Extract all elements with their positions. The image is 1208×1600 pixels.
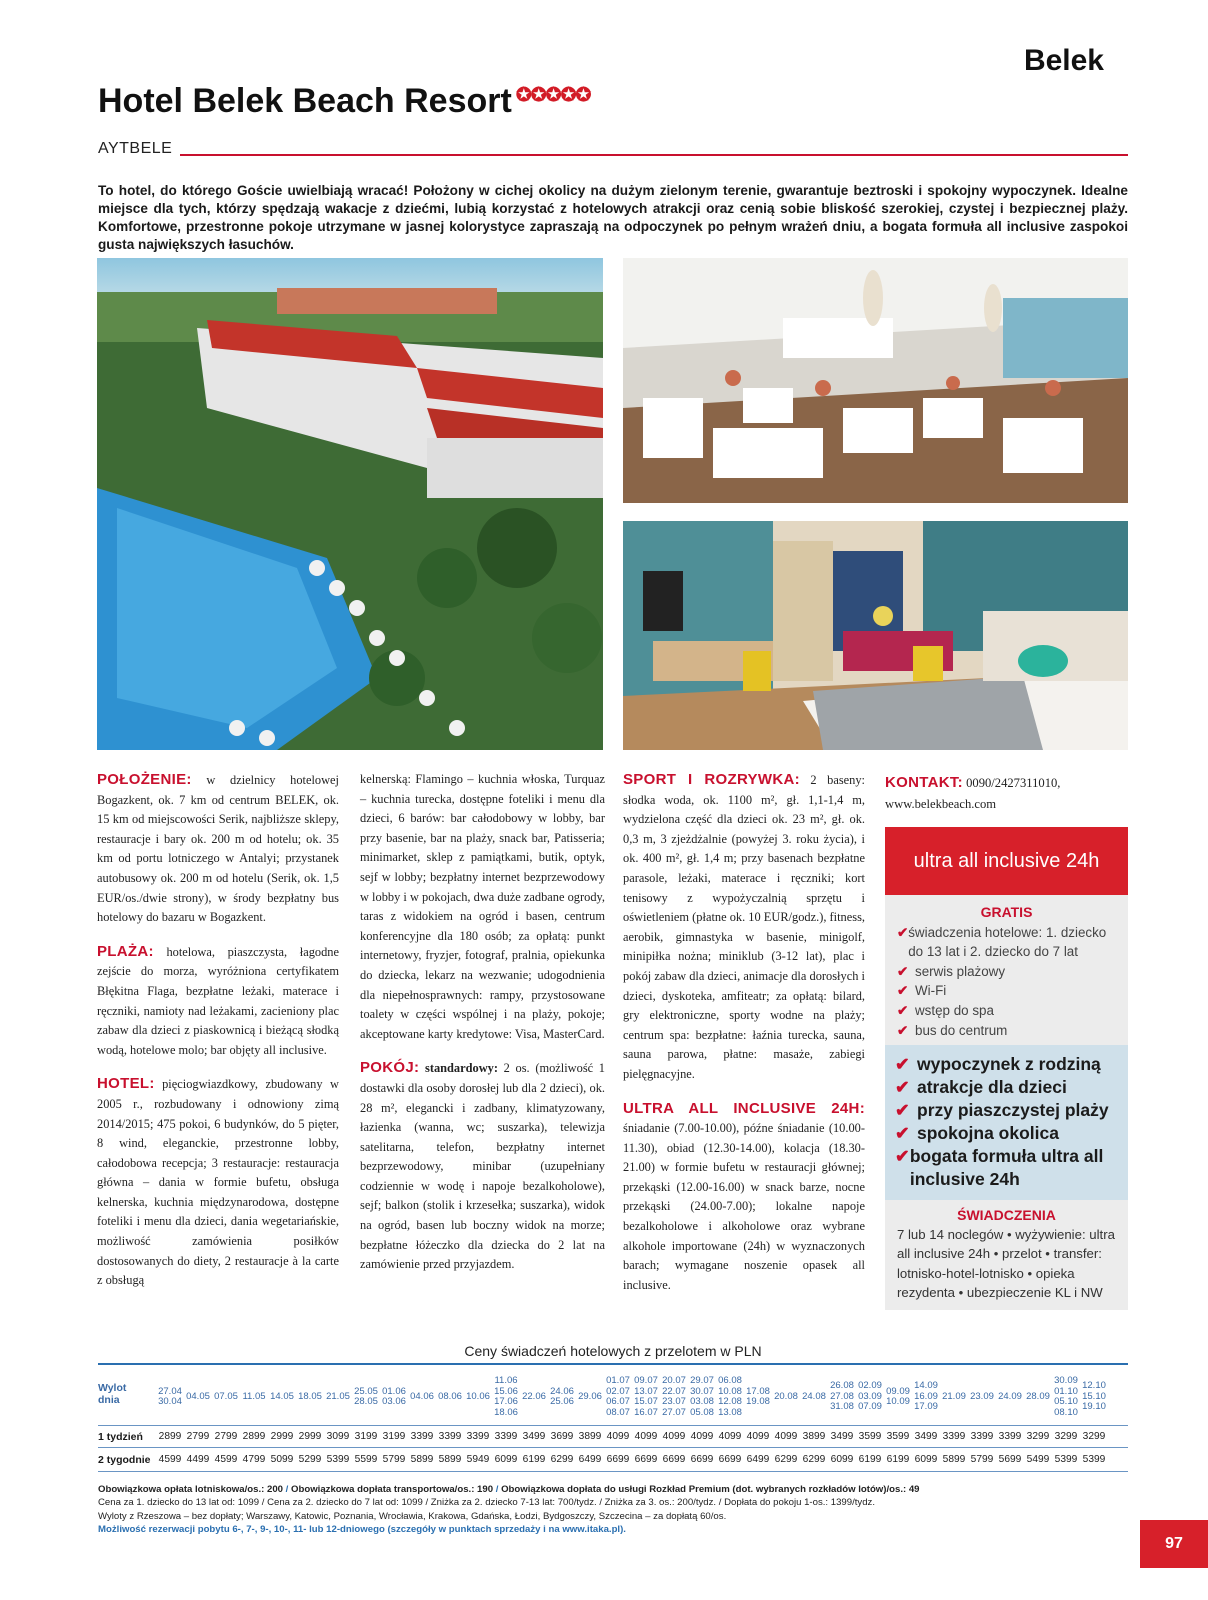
table-cell-price: 3199 xyxy=(354,1431,378,1442)
table-cell-price: 3199 xyxy=(382,1431,406,1442)
table-cell-price: 3599 xyxy=(858,1431,882,1442)
table-cell-date: 12.10 15.10 19.10 xyxy=(1082,1380,1106,1413)
hotel-section-continued xyxy=(360,770,605,1044)
check-icon: ✔ xyxy=(897,983,909,999)
table-cell-date: 09.09 10.09 xyxy=(886,1385,910,1407)
table-cell-price: 5399 xyxy=(326,1454,350,1465)
table-cell-price: 6199 xyxy=(886,1454,910,1465)
note-line-1: Obowiązkowa opłata lotniskowa/os.: 200 / Obowiązkowa dopłata transportowa/os.: 190 / Obowiązkowa dopłata do usługi Rozkład Premium (dot. wybranych rozkładów lotów)/os.: 49 xyxy=(98,1484,920,1495)
services-text: 7 lub 14 noclegów • wyżywienie: ultra all inclusive 24h • przelot • transfer: lotnisko-hotel-lotnisko • opieka rezydenta • ubezpieczenie KL i NW xyxy=(897,1227,1115,1300)
table-cell-date: 23.09 xyxy=(970,1390,994,1402)
gratis-item: ✔ wstęp do spa xyxy=(897,1001,1116,1021)
table-cell-price: 3399 xyxy=(970,1431,994,1442)
table-cell-date: 14.09 16.09 17.09 xyxy=(914,1380,938,1413)
table-cell-date: 24.09 xyxy=(998,1390,1022,1402)
rooms-section xyxy=(360,1058,605,1275)
table-cell-price: 2799 xyxy=(214,1431,238,1442)
gratis-heading: GRATIS xyxy=(980,904,1033,920)
table-cell-price: 5099 xyxy=(270,1454,294,1465)
table-cell-price: 5499 xyxy=(1026,1454,1050,1465)
table-cell-date: 26.08 27.08 31.08 xyxy=(830,1380,854,1413)
column-2 xyxy=(360,770,605,1289)
check-icon: ✔ xyxy=(895,1146,910,1166)
hotel-code: AYTBELE xyxy=(98,140,173,157)
table-cell-date: 07.05 xyxy=(214,1390,238,1402)
hotel-aerial-photo xyxy=(97,258,603,750)
table-cell-date: 27.04 30.04 xyxy=(158,1385,182,1407)
rooms-text: 2 os. (możliwość 1 dostawki dla osoby dorosłej lub dla 2 dzieci), ok. 28 m², elegancki i zadbany, klimatyzowany, łazienka (wanna, wc; suszarka), telewizja satelitarna, telefon, bezpłatny internet bezprzewodowy, minibar (uzupełniany codziennie w wodę i napoje bezalkoholowe), sejf; balkon (stolik i krzesełka; suszarka), widok na ogród, basen lub boczny widok na morze; bezpłatne łóżeczko dla dziecka do 2 lat na zamówienie przed przyjazdem. xyxy=(360,1061,606,1272)
table-cell-price: 3399 xyxy=(438,1431,462,1442)
table-cell-date: 29.07 30.07 03.08 05.08 xyxy=(690,1375,714,1418)
check-icon: ✔ xyxy=(897,924,909,940)
table-cell-price: 4099 xyxy=(774,1431,798,1442)
table-cell-price: 5899 xyxy=(438,1454,462,1465)
table-cell-price: 6199 xyxy=(858,1454,882,1465)
table-cell-price: 2999 xyxy=(270,1431,294,1442)
dates-label: Wylot dnia xyxy=(98,1382,127,1406)
table-cell-price: 3299 xyxy=(1054,1431,1078,1442)
table-cell-price: 3399 xyxy=(410,1431,434,1442)
table-cell-price: 5399 xyxy=(1082,1454,1106,1465)
gratis-item: ✔ Wi-Fi xyxy=(897,981,1116,1001)
location-section xyxy=(97,770,339,928)
feature-item: ✔ bogata formuła ultra all inclusive 24h xyxy=(895,1146,1104,1189)
table-cell-price: 5899 xyxy=(410,1454,434,1465)
location-heading: POŁOŻENIE: xyxy=(97,771,192,788)
table-cell-price: 6299 xyxy=(802,1454,826,1465)
table-cell-date: 25.05 28.05 xyxy=(354,1385,378,1407)
table-cell-price: 5399 xyxy=(1054,1454,1078,1465)
price-table xyxy=(98,1368,1128,1472)
table-cell-price: 5899 xyxy=(942,1454,966,1465)
table-cell-date: 30.09 01.10 05.10 08.10 xyxy=(1054,1375,1078,1418)
beach-text: hotelowa, piaszczysta, łagodne zejście do morza, wyróżniona certyfikatem Błękitna Flaga, bezpłatne leżaki, materace i ręczniki, namioty nad leżakami, zacieniony plac zabaw dla dzieci z piaskownicą i bieżącą słodką wodą, hotelowe molo; bar objęty all inclusive. xyxy=(97,944,339,1057)
table-cell-date: 09.07 13.07 15.07 16.07 xyxy=(634,1375,658,1418)
region-title: Belek xyxy=(1023,44,1104,77)
column-1 xyxy=(97,770,339,1305)
table-cell-price: 3399 xyxy=(998,1431,1022,1442)
table-cell-price: 4099 xyxy=(606,1431,630,1442)
table-cell-date: 10.06 xyxy=(466,1390,490,1402)
table-cell-date: 29.06 xyxy=(578,1390,602,1402)
feature-item: ✔ przy piaszczystej plaży xyxy=(895,1100,1109,1120)
check-icon: ✔ xyxy=(895,1123,910,1143)
table-cell-price: 4099 xyxy=(690,1431,714,1442)
table-cell-date: 18.05 xyxy=(298,1390,322,1402)
table-cell-price: 6299 xyxy=(550,1454,574,1465)
table-cell-price: 6099 xyxy=(494,1454,518,1465)
table-cell-date: 11.06 15.06 17.06 18.06 xyxy=(494,1375,518,1418)
feature-item: ✔ atrakcje dla dzieci xyxy=(895,1077,1067,1097)
table-cell-price: 2999 xyxy=(298,1431,322,1442)
rooms-heading: POKÓJ: xyxy=(360,1059,420,1077)
table-cell-price: 4099 xyxy=(634,1431,658,1442)
column-3 xyxy=(623,770,865,1309)
table-cell-price: 4099 xyxy=(718,1431,742,1442)
table-cell-date: 14.05 xyxy=(270,1390,294,1402)
week2-label: 2 tygodnie xyxy=(98,1454,151,1466)
table-cell-price: 6699 xyxy=(690,1454,714,1465)
table-cell-price: 3499 xyxy=(914,1431,938,1442)
table-cell-price: 3899 xyxy=(802,1431,826,1442)
table-cell-price: 3699 xyxy=(550,1431,574,1442)
table-cell-price: 3399 xyxy=(942,1431,966,1442)
table-cell-price: 4599 xyxy=(214,1454,238,1465)
hotel-text-continued: kelnerską: Flamingo – kuchnia włoska, Turquaz – kuchnia turecka, dostępne foteliki i menu dla dzieci, 6 barów: bar całodobowy w lobby, bar przy basenie, bar na plaży, snack bar, Patisseria; minimarket, sklep z pamiątkami, butik, optyk, sejf w lobby; bezpłatny internet bezprzewodowy w lobby i w pokojach, dwa duże zadbane ogrody, taras z widokiem na ogród i basen, centrum konferencyjne dla 180 osób; za opłatą: punkt internetowy, fryzjer, fotograf, pralnia, opiekunka do dziecka, lekarz na wezwanie; udogodnienia dla niepełnosprawnych: rampy, przystosowane toalety w części wspólnej i na plaży, pokoje; akceptowane karty kredytowe: Visa, MasterCard. xyxy=(360,772,605,1041)
table-cell-price: 6699 xyxy=(606,1454,630,1465)
note-line-2: Cena za 1. dziecko do 13 lat od: 1099 / Cena za 2. dziecko do 7 lat od: 1099 / Zniżka za 2. dziecko 7-13 lat: 700/tydz. / Zniżka za 3. os.: 200/tydz. / Dopłata do pokoju 1-os.: 1399/tydz. xyxy=(98,1497,876,1509)
gratis-box xyxy=(885,895,1128,1045)
table-cell-price: 5949 xyxy=(466,1454,490,1465)
services-heading: ŚWIADCZENIA xyxy=(957,1207,1056,1223)
check-icon: ✔ xyxy=(897,963,909,979)
table-cell-price: 4099 xyxy=(662,1431,686,1442)
table-cell-date: 21.09 xyxy=(942,1390,966,1402)
services-box xyxy=(885,1200,1128,1310)
table-cell-price: 3899 xyxy=(578,1431,602,1442)
sport-heading: SPORT I ROZRYWKA: xyxy=(623,771,800,788)
table-cell-price: 2899 xyxy=(242,1431,266,1442)
table-cell-date: 21.05 xyxy=(326,1390,350,1402)
table-cell-price: 5799 xyxy=(382,1454,406,1465)
gratis-item: ✔ świadczenia hotelowe: 1. dziecko do 13 lat i 2. dziecko do 7 lat xyxy=(897,923,1116,962)
table-cell-price: 5699 xyxy=(998,1454,1022,1465)
table-cell-date: 01.07 02.07 06.07 08.07 xyxy=(606,1375,630,1418)
table-cell-price: 6699 xyxy=(718,1454,742,1465)
price-notes xyxy=(98,1483,1128,1537)
table-cell-date: 17.08 19.08 xyxy=(746,1385,770,1407)
table-cell-date: 28.09 xyxy=(1026,1390,1050,1402)
table-cell-price: 6499 xyxy=(578,1454,602,1465)
sport-section xyxy=(623,770,865,1085)
table-cell-price: 3399 xyxy=(466,1431,490,1442)
table-cell-price: 4099 xyxy=(746,1431,770,1442)
table-cell-price: 3099 xyxy=(326,1431,350,1442)
table-cell-price: 2799 xyxy=(186,1431,210,1442)
note-line-4: Możliwość rezerwacji pobytu 6-, 7-, 9-, 10-, 11- lub 12-dniowego (szczegóły w punktach sprzedaży i na www.itaka.pl). xyxy=(98,1524,626,1536)
gratis-item: ✔ bus do centrum xyxy=(897,1021,1116,1041)
ultra-all-inclusive-text: śniadanie (7.00-10.00), późne śniadanie (10.00-11.30), obiad (12.30-14.00), kolacja (18.30-21.00) w formie bufetu w restauracji głównej; przekąski (12.00-16.00) w snack barze, nocne przekąski (24.00-7.00); lokalne napoje bezalkoholowe i alkoholowe oraz wybrane alkohole importowane (24h) w wyznaczonych barach; wymagane noszenie opasek all inclusive. xyxy=(623,1121,865,1292)
sport-text: 2 baseny: słodka woda, ok. 1100 m², gł. 1,1-1,4 m, wydzielona część dla dzieci ok. 23 m², gł. ok. 0,3 m, 3 zjeżdżalnie (powyżej 3. roku życia), i ok. 400 m², gł. 1,4 m; przy basenach bezpłatne parasole, leżaki, materace i ręczniki; kort tenisowy z wypożyczalnią sprzętu i oświetleniem (płatne ok. 10 EUR/godz.), fitness, aerobik, gimnastyka w basenie, minigolf, minipiłka nożna; miniklub (3-12 lat), plac i pokój zabaw dla dzieci, animacje dla dorosłych i dzieci, dyskoteka, amfiteatr; za opłatą: bilard, gry elektroniczne, sporty wodne na plaży; centrum spa: bezpłatne: łaźnia turecka, sauna, sauna parowa, płatne: masaże, zabiegi pielęgnacyjne. xyxy=(623,773,865,1081)
beach-section xyxy=(97,942,339,1061)
table-cell-price: 6499 xyxy=(746,1454,770,1465)
table-cell-price: 3499 xyxy=(522,1431,546,1442)
hotel-room-photo xyxy=(623,521,1128,750)
hotel-heading: HOTEL: xyxy=(97,1075,155,1093)
header-divider xyxy=(180,154,1128,156)
table-cell-date: 24.08 xyxy=(802,1390,826,1402)
beach-heading: PLAŻA: xyxy=(97,942,154,960)
week1-label: 1 tydzień xyxy=(98,1431,143,1443)
table-cell-price: 5299 xyxy=(298,1454,322,1465)
table-cell-date: 06.08 10.08 12.08 13.08 xyxy=(718,1375,742,1418)
table-cell-price: 3299 xyxy=(1026,1431,1050,1442)
table-cell-price: 3399 xyxy=(494,1431,518,1442)
table-cell-price: 4499 xyxy=(186,1454,210,1465)
table-cell-price: 3599 xyxy=(886,1431,910,1442)
table-cell-date: 24.06 25.06 xyxy=(550,1385,574,1407)
table-cell-date: 02.09 03.09 07.09 xyxy=(858,1380,882,1413)
ultra-all-inclusive-heading: ULTRA ALL INCLUSIVE 24H: xyxy=(623,1099,865,1117)
star-rating: ✪✪✪✪✪ xyxy=(515,85,591,106)
features-box xyxy=(885,1045,1128,1200)
table-cell-price: 6199 xyxy=(522,1454,546,1465)
feature-item: ✔ spokojna okolica xyxy=(895,1123,1059,1143)
table-cell-date: 22.06 xyxy=(522,1390,546,1402)
table-cell-price: 5799 xyxy=(970,1454,994,1465)
table-row-2-weeks xyxy=(98,1448,1128,1472)
table-cell-price: 6699 xyxy=(662,1454,686,1465)
contact-text: 0090/2427311010, www.belekbeach.com xyxy=(885,776,1061,811)
check-icon: ✔ xyxy=(895,1077,910,1097)
hotel-title xyxy=(98,82,590,121)
price-table-rule xyxy=(98,1363,1128,1365)
restaurant-terrace-photo xyxy=(623,258,1128,503)
check-icon: ✔ xyxy=(897,1002,909,1018)
hotel-text: pięciogwiazdkowy, zbudowany w 2005 r., rozbudowany i odnowiony zimą 2014/2015; 475 pokoi, 6 budynków, do 5 pięter, 8 wind, eleganckie, przestronne lobby, całodobowa recepcja; 3 restauracje: restauracja główna – dania w formie bufetu, obsługa kelnerska, kuchnia międzynarodowa, dostępne foteliki i menu dla dzieci, dania wegetariańskie, możliwość zamówienia posiłków dostosowanych do diety, 2 restauracje à la carte z obsługą xyxy=(97,1077,339,1288)
table-row-1-week xyxy=(98,1426,1128,1448)
hotel-name: Hotel Belek Beach Resort xyxy=(98,82,512,120)
ultra-all-inclusive-section xyxy=(623,1099,865,1296)
gratis-item: ✔ serwis plażowy xyxy=(897,962,1116,982)
table-cell-price: 6099 xyxy=(914,1454,938,1465)
table-cell-date: 04.06 xyxy=(410,1390,434,1402)
table-cell-price: 4799 xyxy=(242,1454,266,1465)
table-cell-price: 6299 xyxy=(774,1454,798,1465)
note-line-3: Wyloty z Rzeszowa – bez dopłaty; Warszawy, Katowic, Poznania, Wrocławia, Krakowa, Gdańska, Łodzi, Bydgoszczy, Szczecina – za dopłatą 60/os. xyxy=(98,1510,727,1522)
table-cell-price: 4599 xyxy=(158,1454,182,1465)
rooms-lead: standardowy: xyxy=(425,1061,498,1076)
contact-section xyxy=(885,772,1130,815)
intro-text: To hotel, do którego Goście uwielbiają wracać! Położony w cichej okolicy na dużym zielonym terenie, gwarantuje beztroski i spokojny wypoczynek. Idealne miejsce dla tych, którzy spędzają wakacje z dziećmi, lubią korzystać z hotelowych atrakcji oraz cenią sobie bliskość szerokiej, czystej i bezpiecznej plaży. Komfortowe, przestronne pokoje utrzymane w jasnej kolorystyce zapraszają na odpoczynek po pełnym wrażeń dniu, a bogata formuła all inclusive zaspokoi gusta największych łasuchów. xyxy=(98,183,1128,252)
table-cell-date: 11.05 xyxy=(242,1390,266,1402)
location-text: w dzielnicy hotelowej Bogazkent, ok. 7 km od centrum BELEK, ok. 15 km od miejscowości Serik, najbliższe sklepy, restauracje i bary ok. 200 m od hotelu; ok. 35 km od portu lotniczego w Antalyi; przystanek autobusowy ok. 200 m od hotelu (Serik, ok. 1,5 EUR/os./dwie strony), w środy bezpłatny bus hotelowy do bazaru w Bogazkent. xyxy=(97,773,339,925)
table-cell-price: 3499 xyxy=(830,1431,854,1442)
table-cell-date: 04.05 xyxy=(186,1390,210,1402)
table-cell-price: 6099 xyxy=(830,1454,854,1465)
table-cell-date: 01.06 03.06 xyxy=(382,1385,406,1407)
table-cell-price: 5599 xyxy=(354,1454,378,1465)
check-icon: ✔ xyxy=(895,1054,910,1074)
contact-heading: KONTAKT: xyxy=(885,774,963,791)
price-table-title: Ceny świadczeń hotelowych z przelotem w PLN xyxy=(464,1343,762,1359)
check-icon: ✔ xyxy=(897,1022,909,1038)
hotel-section xyxy=(97,1074,339,1291)
ultra-all-inclusive-banner: ultra all inclusive 24h xyxy=(885,827,1128,895)
table-cell-price: 6699 xyxy=(634,1454,658,1465)
table-row-dates xyxy=(98,1368,1128,1426)
table-cell-price: 3299 xyxy=(1082,1431,1106,1442)
table-cell-date: 08.06 xyxy=(438,1390,462,1402)
page-number: 97 xyxy=(1140,1520,1208,1568)
table-cell-date: 20.07 22.07 23.07 27.07 xyxy=(662,1375,686,1418)
table-cell-date: 20.08 xyxy=(774,1390,798,1402)
check-icon: ✔ xyxy=(895,1100,910,1120)
table-cell-price: 2899 xyxy=(158,1431,182,1442)
feature-item: ✔ wypoczynek z rodziną xyxy=(895,1054,1101,1074)
